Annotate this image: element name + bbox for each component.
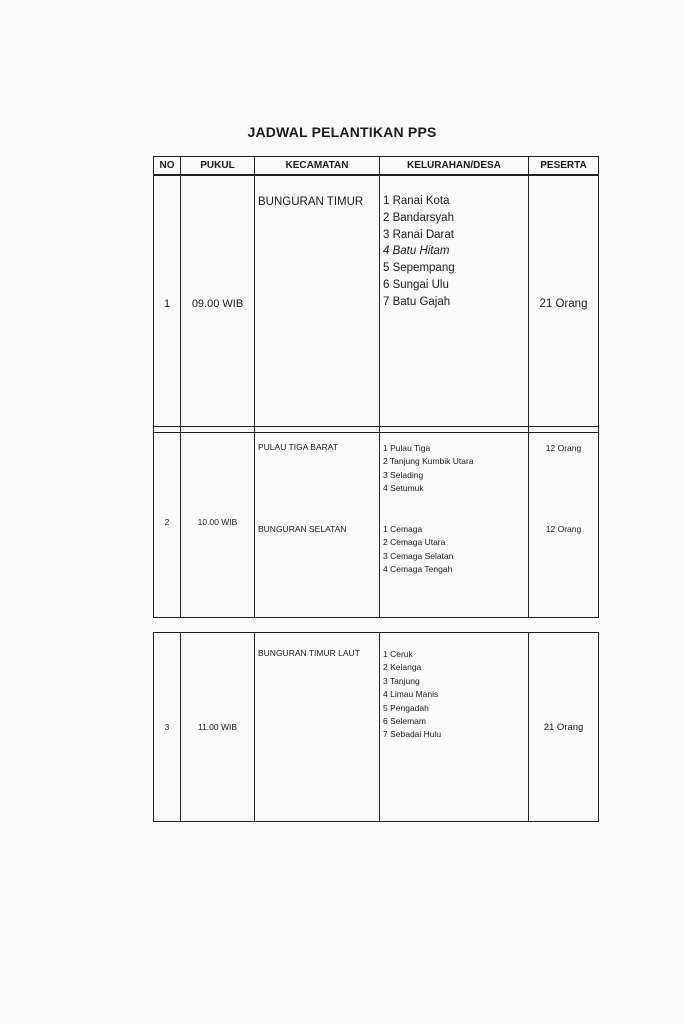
list-item: 1 Ceruk xyxy=(383,649,413,659)
row-number: 1 xyxy=(154,176,181,433)
row-peserta xyxy=(529,427,599,618)
list-item: 3 Cemaga Selatan xyxy=(383,550,454,561)
kecamatan-name: BUNGURAN SELATAN xyxy=(258,524,347,534)
list-item: 6 Selemam xyxy=(383,716,426,727)
header-kelurahan-desa: KELURAHAN/DESA xyxy=(380,157,529,175)
row-number: 2 xyxy=(154,427,181,618)
row-number: 3 xyxy=(154,633,181,822)
peserta-count: 12 Orang xyxy=(545,524,582,534)
row-peserta: 21 Orang xyxy=(529,633,599,822)
list-item: 1 Ranai Kota xyxy=(383,195,450,207)
row-kecamatan: BUNGURAN TIMUR xyxy=(255,176,380,433)
list-item: 2 Kelanga xyxy=(383,662,422,673)
list-item: 2 Tanjung Kumbik Utara xyxy=(383,456,474,467)
peserta-count: 12 Orang xyxy=(545,443,582,453)
row-peserta: 21 Orang xyxy=(529,176,599,433)
list-item: 4 Cemaga Tengah xyxy=(383,564,453,575)
header-pukul: PUKUL xyxy=(181,157,255,175)
row-time: 11.00 WIB xyxy=(181,633,255,822)
list-item: 2 Cemaga Utara xyxy=(383,537,446,548)
header-no: NO xyxy=(154,157,181,175)
list-item: 5 Sepempang xyxy=(383,262,455,275)
row-time: 10.00 WIB xyxy=(181,427,255,618)
list-item: 4 Setumuk xyxy=(383,483,424,494)
table-header xyxy=(153,156,599,175)
desa-list xyxy=(380,523,453,577)
table-row xyxy=(153,175,599,433)
list-item: 5 Pengadah xyxy=(383,702,429,713)
list-item: 3 Ranai Darat xyxy=(383,228,454,241)
desa-list xyxy=(380,442,474,496)
row-kecamatan xyxy=(255,633,380,822)
row-desa-list xyxy=(380,176,529,433)
row-desa-list xyxy=(380,633,529,822)
row-time: 09.00 WIB xyxy=(181,176,255,433)
desa-list xyxy=(380,648,441,742)
list-item: 3 Selading xyxy=(383,469,424,480)
list-item: 7 Batu Gajah xyxy=(383,295,451,308)
kecamatan-name: PULAU TIGA BARAT xyxy=(258,442,338,452)
list-item: 7 Sebadai Hulu xyxy=(383,729,442,740)
row-desa-list xyxy=(380,427,529,618)
list-item: 4 Limau Manis xyxy=(383,689,439,700)
header-kecamatan: KECAMATAN xyxy=(255,157,380,175)
page-title: JADWAL PELANTIKAN PPS xyxy=(247,124,437,140)
list-item: 2 Bandarsyah xyxy=(383,211,454,224)
list-item: 4 Batu Hitam xyxy=(383,245,450,258)
list-item: 3 Tanjung xyxy=(383,675,420,686)
table-row xyxy=(153,632,599,822)
kecamatan-name: BUNGURAN TIMUR LAUT xyxy=(258,648,360,658)
row-kecamatan xyxy=(255,427,380,618)
list-item: 1 Pulau Tiga xyxy=(383,443,431,453)
header-peserta: PESERTA xyxy=(529,157,599,175)
table-row xyxy=(153,426,599,618)
list-item: 1 Cemaga xyxy=(383,524,423,534)
list-item: 6 Sungai Ulu xyxy=(383,278,449,291)
